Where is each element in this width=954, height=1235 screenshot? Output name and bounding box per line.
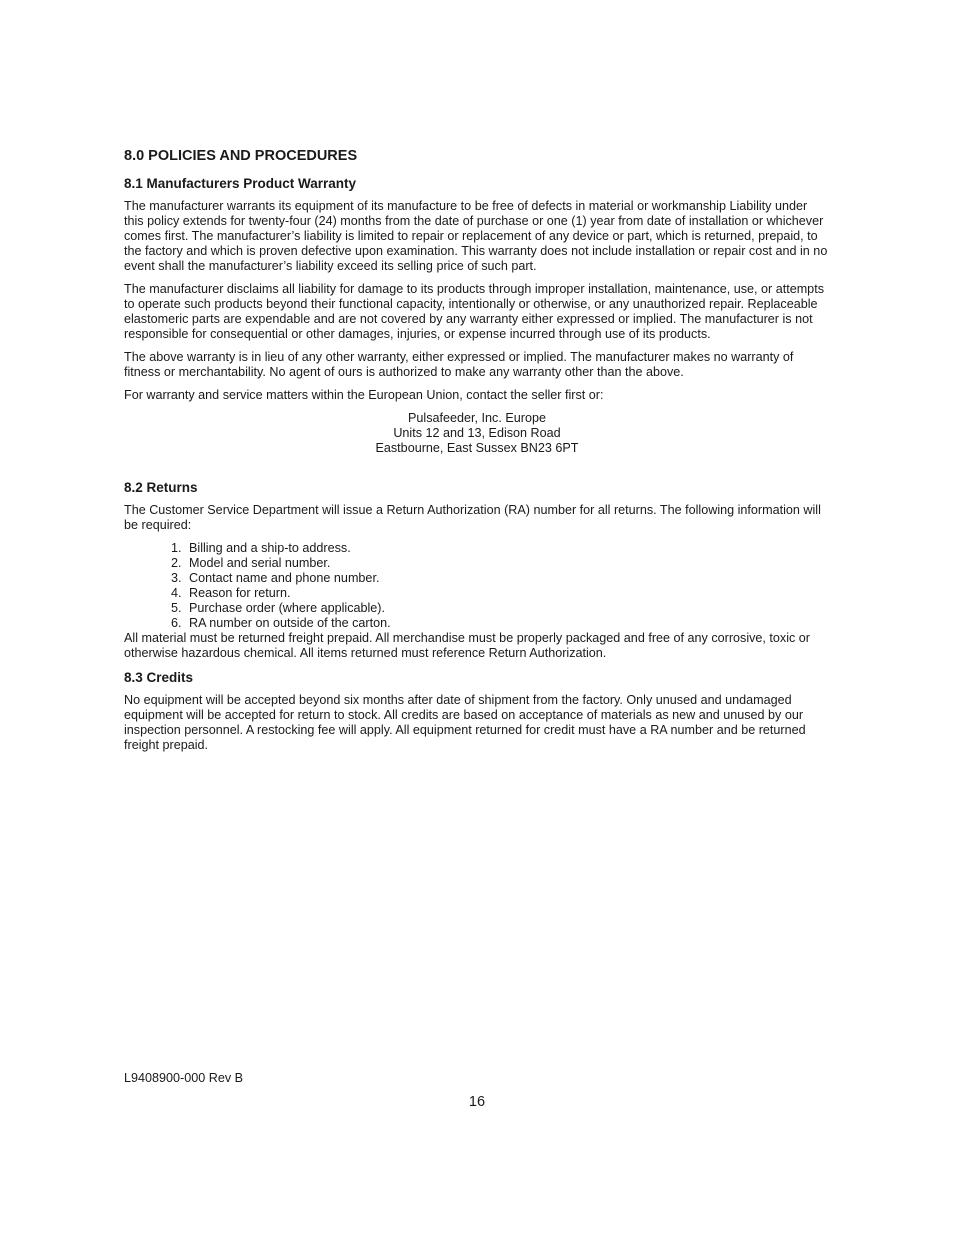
list-item: 3. Contact name and phone number. [171, 571, 380, 585]
address-line-2: Units 12 and 13, Edison Road [393, 426, 561, 440]
warranty-paragraph-1: The manufacturer warrants its equipment of its manufacture to be free of defects in material or workmanship Liability under this policy extends for twenty-four (24) months from the date of purchase or one (1) year from date of installation or whichever comes first. The manufacturer’s liability is limited to repair or replacement of any device or part, which is returned, prepaid, to the factory and which is proven defective upon examination. This warranty does not include installation or repair cost and in no event shall the manufacturer’s liability exceed its selling price of such part. [124, 199, 828, 273]
section-title: 8.0 POLICIES AND PROCEDURES [124, 148, 358, 164]
list-item: 4. Reason for return. [171, 586, 291, 600]
warranty-paragraph-3: The above warranty is in lieu of any other warranty, either expressed or implied. The manufacturer makes no warranty of fitness or merchantability. No agent of ours is authorized to make any warranty other than the above. [124, 350, 794, 379]
warranty-paragraph-2: The manufacturer disclaims all liability for damage to its products through improper installation, maintenance, use, or attempts to operate such products beyond their functional capacity, intentionally or otherwise, or any unauthorized repair. Replaceable elastomeric parts are expendable and are not covered by any warranty either expressed or implied. The manufacturer is not responsible for consequential or other damages, injuries, or expense incurred through use of its products. [124, 282, 824, 341]
europe-address [124, 411, 830, 456]
address-line-3: Eastbourne, East Sussex BN23 6PT [375, 441, 579, 455]
document-number: L9408900-000 Rev B [124, 1071, 244, 1085]
list-item: 6. RA number on outside of the carton. [171, 616, 391, 630]
returns-requirements-list [171, 541, 830, 631]
list-item: 5. Purchase order (where applicable). [171, 601, 386, 615]
returns-closing: All material must be returned freight prepaid. All merchandise must be properly packaged and free of any corrosive, toxic or otherwise hazardous chemical. All items returned must reference Return Authorization. [124, 631, 811, 660]
list-item: 2. Model and serial number. [171, 556, 331, 570]
warranty-heading: 8.1 Manufacturers Product Warranty [124, 176, 357, 191]
warranty-paragraph-4: For warranty and service matters within the European Union, contact the seller first or: [124, 388, 604, 402]
page-number: 16 [468, 1094, 486, 1110]
credits-paragraph: No equipment will be accepted beyond six months after date of shipment from the factory. Only unused and undamaged equipment will be accepted for return to stock. All credits are based on acceptance of materials as new and unused by our inspection personnel. A restocking fee will apply. All equipment returned for credit must have a RA number and be returned freight prepaid. [124, 693, 806, 752]
list-item: 1. Billing and a ship-to address. [171, 541, 351, 555]
credits-heading: 8.3 Credits [124, 670, 194, 685]
returns-heading: 8.2 Returns [124, 480, 198, 495]
address-line-1: Pulsafeeder, Inc. Europe [408, 411, 546, 425]
returns-intro: The Customer Service Department will issue a Return Authorization (RA) number for all returns. The following information will be required: [124, 503, 821, 532]
document-body [124, 147, 830, 761]
